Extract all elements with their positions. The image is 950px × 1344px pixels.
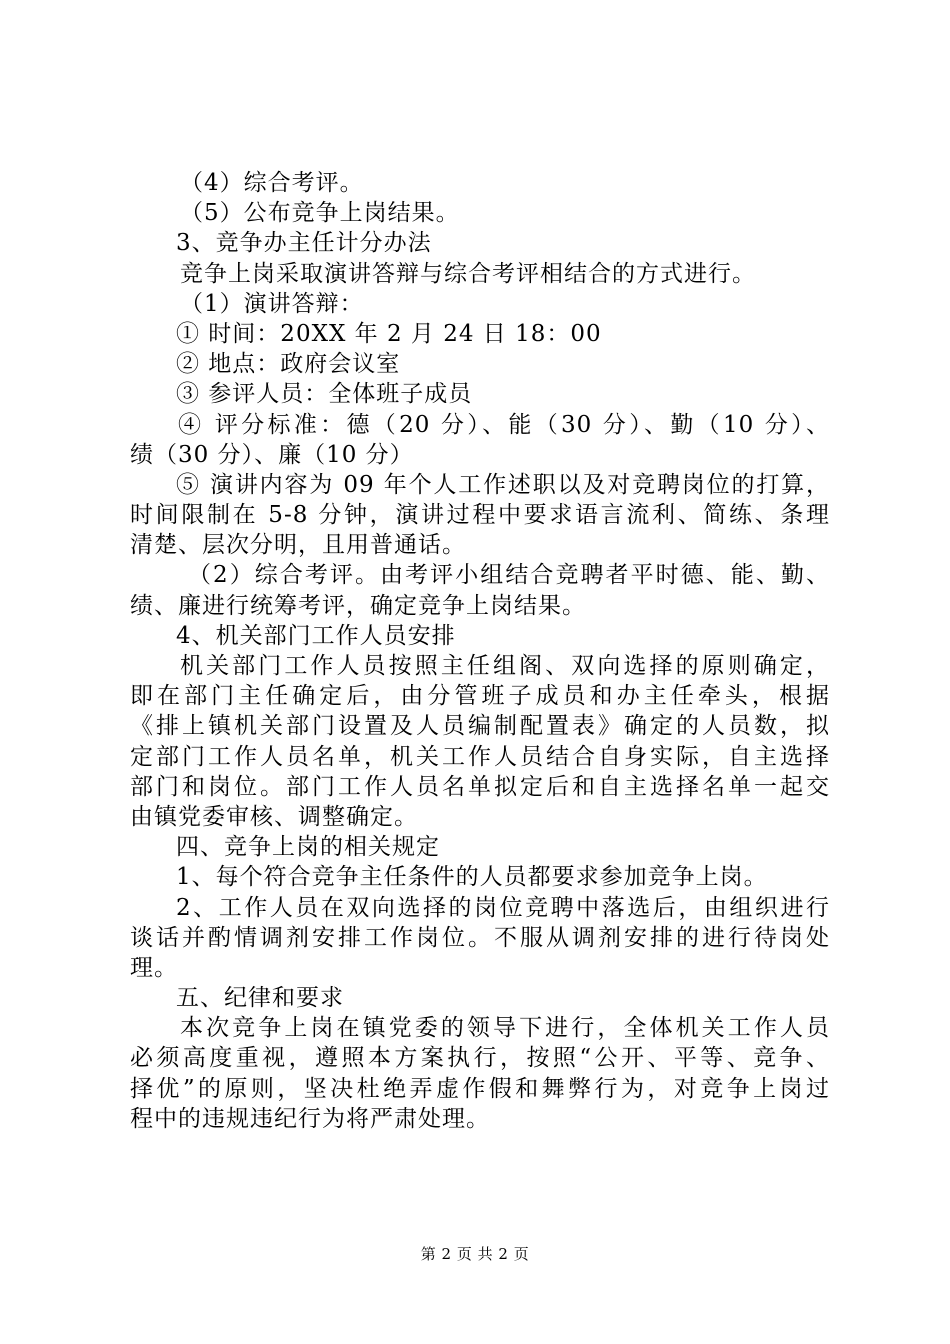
text-line: 定部门工作人员名单，机关工作人员结合自身实际，自主选择 xyxy=(130,743,830,770)
text-line: （2）综合考评。由考评小组结合竞聘者平时德、能、勤、 xyxy=(188,562,830,589)
text-line: 理。 xyxy=(130,954,178,981)
text-line: 时间限制在 5-8 分钟，演讲过程中要求语言流利、简练、条理 xyxy=(130,502,830,529)
text-line: ⑤ 演讲内容为 09 年个人工作述职以及对竞聘岗位的打算， xyxy=(176,471,830,498)
text-line: 必须高度重视，遵照本方案执行，按照“公开、平等、竞争、 xyxy=(130,1045,830,1072)
text-line: 竞争上岗采取演讲答辩与综合考评相结合的方式进行。 xyxy=(180,260,756,287)
text-line: 绩、廉进行统筹考评，确定竞争上岗结果。 xyxy=(130,592,586,619)
text-line: 择优”的原则，坚决杜绝弄虚作假和舞弊行为，对竞争上岗过 xyxy=(130,1075,830,1102)
document-body xyxy=(130,168,830,1134)
text-line: ④ 评分标准：德（20 分）、能（30 分）、勤（10 分）、 xyxy=(178,411,830,438)
text-line: 2、工作人员在双向选择的岗位竞聘中落选后，由组织进行 xyxy=(176,894,830,921)
text-line: 本次竞争上岗在镇党委的领导下进行，全体机关工作人员 xyxy=(180,1015,830,1042)
text-line: 谈话并酌情调剂安排工作岗位。不服从调剂安排的进行待岗处 xyxy=(130,924,830,951)
text-line: 部门和岗位。部门工作人员名单拟定后和自主选择名单一起交 xyxy=(130,773,830,800)
text-line: 4、机关部门工作人员安排 xyxy=(176,622,456,649)
text-line: ① 时间：20XX 年 2 月 24 日 18：00 xyxy=(176,320,602,347)
page-footer: 第 2 页 共 2 页 xyxy=(420,1245,530,1263)
text-line: 绩（30 分）、廉（10 分） xyxy=(130,441,414,468)
text-line: （1）演讲答辩： xyxy=(180,290,364,317)
text-line: 五、纪律和要求 xyxy=(176,985,344,1012)
text-line: ② 地点：政府会议室 xyxy=(176,351,401,378)
text-line: 《排上镇机关部门设置及人员编制配置表》确定的人员数，拟 xyxy=(130,713,830,740)
text-line: （5）公布竞争上岗结果。 xyxy=(180,200,460,227)
text-line: 机关部门工作人员按照主任组阁、双向选择的原则确定， xyxy=(180,653,830,679)
text-line: ③ 参评人员：全体班子成员 xyxy=(176,381,473,408)
text-line: 四、竞争上岗的相关规定 xyxy=(176,834,440,861)
text-line: 由镇党委审核、调整确定。 xyxy=(130,803,418,830)
text-line: 即在部门主任确定后，由分管班子成员和办主任牵头，根据 xyxy=(130,683,830,710)
text-line: （4）综合考评。 xyxy=(180,170,364,196)
text-line: 3、竞争办主任计分办法 xyxy=(176,230,432,257)
text-line: 清楚、层次分明，且用普通话。 xyxy=(130,532,466,559)
text-line: 1、每个符合竞争主任条件的人员都要求参加竞争上岗。 xyxy=(176,864,768,891)
text-line: 程中的违规违纪行为将严肃处理。 xyxy=(130,1105,490,1132)
